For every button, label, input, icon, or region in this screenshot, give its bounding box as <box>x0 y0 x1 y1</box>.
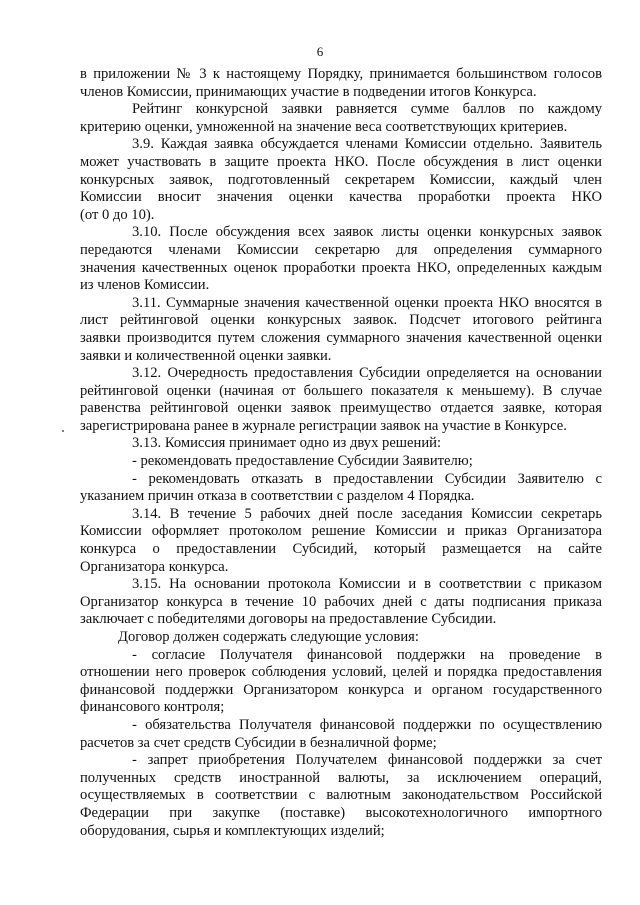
text-line: расчетов за счет средств Субсидии в безналичной форме; <box>80 734 437 751</box>
text-line: - рекомендовать предоставление Субсидии Заявителю; <box>132 453 473 470</box>
text-line: оборудования, сырья и комплектующих изделий; <box>80 822 385 839</box>
text-line: 3.12. Очередность предоставления Субсидии определяется на основании <box>132 365 602 382</box>
text-line: 3.14. В течение 5 рабочих дней после заседания Комиссии секретарь <box>132 505 602 522</box>
text-line: - рекомендовать отказать в предоставлении Субсидии Заявителю с <box>132 470 602 487</box>
text-line: критерию оценки, умноженной на значение веса соответствующих критериев. <box>80 118 568 135</box>
text-line: в приложении № 3 к настоящему Порядку, принимается большинством голосов <box>80 66 602 82</box>
text-line: Федерации при закупке (поставке) высокотехнологичного импортного <box>80 804 602 821</box>
text-line: рейтинговой оценки (начиная от большего показателя к меньшему). В случае <box>80 382 602 399</box>
text-line: 3.15. На основании протокола Комиссии и в соответствии с приказом <box>132 576 602 593</box>
text-line: указанием причин отказа в соответствии с разделом 4 Порядка. <box>80 488 475 505</box>
text-line: зарегистрирована ранее в журнале регистрации заявок на участие в Конкурсе. <box>80 417 567 434</box>
text-line: заявки производится путем сложения суммарного значения качественной оценки <box>80 329 602 346</box>
text-line: конкурса о предоставлении Субсидий, который размещается на сайте <box>80 541 602 558</box>
text-line: 3.10. После обсуждения всех заявок листы оценки конкурсных заявок <box>132 224 602 241</box>
scan-speck <box>62 430 64 432</box>
text-line: заключает с победителями договоры на предоставление Субсидии. <box>80 611 497 628</box>
text-line: Комиссии вносит значения оценки качества проработки проекта НКО <box>80 189 602 206</box>
text-line: полученных средств иностранной валюты, за исключением операций, <box>80 769 602 786</box>
text-line: из членов Комиссии. <box>80 277 210 294</box>
text-line: - согласие Получателя финансовой поддержки на проведение в <box>132 646 602 663</box>
text-line: (от 0 до 10). <box>80 206 155 223</box>
text-line: осуществляемых в соответствии с валютным законодательством Российской <box>80 787 602 804</box>
text-line: финансовой поддержки Организатором конкурса и органом государственного <box>80 681 602 698</box>
text-line: - запрет приобретения Получателем финансовой поддержки за счет <box>132 752 602 769</box>
text-line: Организатор конкурса в течение 10 рабочих дней с даты подписания приказа <box>80 593 602 610</box>
text-line: заявки и количественной оценки заявки. <box>80 347 332 364</box>
text-line: 3.13. Комиссия принимает одно из двух решений: <box>132 435 441 452</box>
text-line: Рейтинг конкурсной заявки равняется сумме баллов по каждому <box>132 101 602 118</box>
text-line: финансового контроля; <box>80 699 225 716</box>
text-line: 3.9. Каждая заявка обсуждается членами Комиссии отдельно. Заявитель <box>132 136 602 153</box>
text-line: равенства рейтинговой оценки заявок преимущество отдается заявке, которая <box>80 400 602 417</box>
text-line: 3.11. Суммарные значения качественной оценки проекта НКО вносятся в <box>132 294 602 311</box>
text-line: отношении него проверок соблюдения условий, целей и порядка предоставления <box>80 664 602 681</box>
text-line: может участвовать в защите проекта НКО. После обсуждения в лист оценки <box>80 153 602 170</box>
text-line: значения качественных оценок проработки проекта НКО, определенных каждым <box>80 259 602 276</box>
text-line: Договор должен содержать следующие условия: <box>118 629 419 645</box>
text-line: конкурсных заявок, подготовленный секретарем Комиссии, каждый член <box>80 171 602 188</box>
text-line: членов Комиссии, принимающих участие в подведении итогов Конкурса. <box>80 83 537 100</box>
text-line: Организатора конкурса. <box>80 558 229 575</box>
text-line: - обязательства Получателя финансовой поддержки по осуществлению <box>132 716 602 733</box>
document-body <box>80 66 602 840</box>
page-number: 6 <box>316 44 324 59</box>
text-line: Комиссии оформляет протоколом решение Комиссии и приказ Организатора <box>80 523 602 540</box>
text-line: лист рейтинговой оценки конкурсных заявок. Подсчет итогового рейтинга <box>80 312 602 329</box>
text-line: передаются членами Комиссии секретарю для определения суммарного <box>80 241 602 258</box>
